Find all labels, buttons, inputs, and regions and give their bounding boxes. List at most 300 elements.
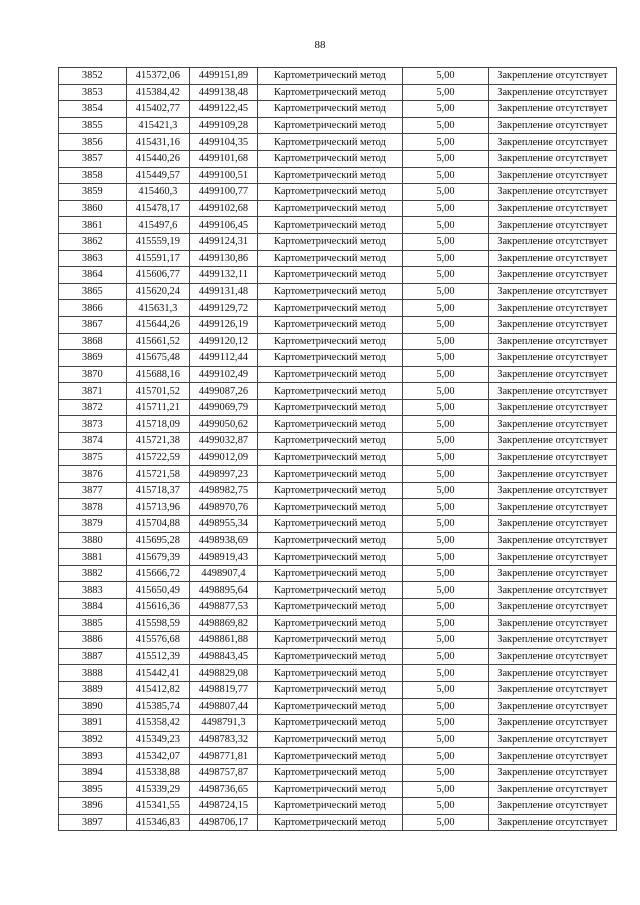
determination-method: Картометрический метод: [257, 200, 402, 217]
point-number: 3867: [59, 316, 127, 333]
coordinate-x: 415402,77: [126, 101, 190, 118]
coordinate-y: 4499120,12: [190, 333, 258, 350]
point-number: 3881: [59, 549, 127, 566]
point-number: 3866: [59, 300, 127, 317]
accuracy-value: 5,00: [403, 798, 489, 815]
coordinate-x: 415341,55: [126, 798, 190, 815]
fixation-description: Закрепление отсутствует: [488, 316, 616, 333]
point-number: 3893: [59, 748, 127, 765]
fixation-description: Закрепление отсутствует: [488, 731, 616, 748]
accuracy-value: 5,00: [403, 648, 489, 665]
coordinate-y: 4498869,82: [190, 615, 258, 632]
determination-method: Картометрический метод: [257, 698, 402, 715]
coordinate-x: 415385,74: [126, 698, 190, 715]
determination-method: Картометрический метод: [257, 582, 402, 599]
table-row: [59, 300, 617, 317]
table-row: [59, 101, 617, 118]
table-row: [59, 582, 617, 599]
fixation-description: Закрепление отсутствует: [488, 416, 616, 433]
table-row: [59, 233, 617, 250]
fixation-description: Закрепление отсутствует: [488, 698, 616, 715]
fixation-description: Закрепление отсутствует: [488, 117, 616, 134]
table-row: [59, 798, 617, 815]
table-row: [59, 117, 617, 134]
fixation-description: Закрепление отсутствует: [488, 68, 616, 85]
table-row: [59, 698, 617, 715]
determination-method: Картометрический метод: [257, 117, 402, 134]
coordinate-y: 4498736,65: [190, 781, 258, 798]
point-number: 3864: [59, 267, 127, 284]
accuracy-value: 5,00: [403, 748, 489, 765]
coordinate-x: 415512,39: [126, 648, 190, 665]
fixation-description: Закрепление отсутствует: [488, 333, 616, 350]
accuracy-value: 5,00: [403, 150, 489, 167]
coordinate-x: 415704,88: [126, 516, 190, 533]
accuracy-value: 5,00: [403, 217, 489, 234]
accuracy-value: 5,00: [403, 681, 489, 698]
fixation-description: Закрепление отсутствует: [488, 134, 616, 151]
coordinate-y: 4498877,53: [190, 599, 258, 616]
coordinate-y: 4499069,79: [190, 399, 258, 416]
determination-method: Картометрический метод: [257, 565, 402, 582]
point-number: 3876: [59, 466, 127, 483]
table-row: [59, 814, 617, 831]
coordinate-y: 4498783,32: [190, 731, 258, 748]
table-row: [59, 565, 617, 582]
point-number: 3896: [59, 798, 127, 815]
point-number: 3882: [59, 565, 127, 582]
determination-method: Картометрический метод: [257, 764, 402, 781]
table-row: [59, 333, 617, 350]
fixation-description: Закрепление отсутствует: [488, 184, 616, 201]
fixation-description: Закрепление отсутствует: [488, 482, 616, 499]
coordinate-x: 415666,72: [126, 565, 190, 582]
accuracy-value: 5,00: [403, 565, 489, 582]
coordinate-y: 4498771,81: [190, 748, 258, 765]
table-row: [59, 549, 617, 566]
determination-method: Картометрический метод: [257, 466, 402, 483]
coordinate-x: 415442,41: [126, 665, 190, 682]
accuracy-value: 5,00: [403, 599, 489, 616]
determination-method: Картометрический метод: [257, 549, 402, 566]
accuracy-value: 5,00: [403, 267, 489, 284]
point-number: 3857: [59, 150, 127, 167]
point-number: 3856: [59, 134, 127, 151]
determination-method: Картометрический метод: [257, 84, 402, 101]
fixation-description: Закрепление отсутствует: [488, 167, 616, 184]
accuracy-value: 5,00: [403, 383, 489, 400]
table-row: [59, 532, 617, 549]
table-row: [59, 599, 617, 616]
coordinate-x: 415440,26: [126, 150, 190, 167]
table-row: [59, 681, 617, 698]
accuracy-value: 5,00: [403, 416, 489, 433]
coordinate-x: 415421,3: [126, 117, 190, 134]
accuracy-value: 5,00: [403, 399, 489, 416]
determination-method: Картометрический метод: [257, 731, 402, 748]
accuracy-value: 5,00: [403, 781, 489, 798]
determination-method: Картометрический метод: [257, 599, 402, 616]
point-number: 3878: [59, 499, 127, 516]
coordinate-x: 415449,57: [126, 167, 190, 184]
fixation-description: Закрепление отсутствует: [488, 101, 616, 118]
determination-method: Картометрический метод: [257, 814, 402, 831]
fixation-description: Закрепление отсутствует: [488, 715, 616, 732]
determination-method: Картометрический метод: [257, 217, 402, 234]
table-row: [59, 499, 617, 516]
point-number: 3897: [59, 814, 127, 831]
determination-method: Картометрический метод: [257, 615, 402, 632]
table-row: [59, 68, 617, 85]
accuracy-value: 5,00: [403, 316, 489, 333]
fixation-description: Закрепление отсутствует: [488, 283, 616, 300]
fixation-description: Закрепление отсутствует: [488, 516, 616, 533]
table-row: [59, 150, 617, 167]
accuracy-value: 5,00: [403, 615, 489, 632]
determination-method: Картометрический метод: [257, 748, 402, 765]
coordinate-y: 4499109,28: [190, 117, 258, 134]
determination-method: Картометрический метод: [257, 416, 402, 433]
coordinate-x: 415695,28: [126, 532, 190, 549]
fixation-description: Закрепление отсутствует: [488, 764, 616, 781]
fixation-description: Закрепление отсутствует: [488, 150, 616, 167]
determination-method: Картометрический метод: [257, 366, 402, 383]
coordinate-y: 4498819,77: [190, 681, 258, 698]
table-row: [59, 781, 617, 798]
accuracy-value: 5,00: [403, 350, 489, 367]
fixation-description: Закрепление отсутствует: [488, 532, 616, 549]
fixation-description: Закрепление отсутствует: [488, 681, 616, 698]
fixation-description: Закрепление отсутствует: [488, 499, 616, 516]
determination-method: Картометрический метод: [257, 300, 402, 317]
determination-method: Картометрический метод: [257, 333, 402, 350]
determination-method: Картометрический метод: [257, 399, 402, 416]
accuracy-value: 5,00: [403, 499, 489, 516]
accuracy-value: 5,00: [403, 184, 489, 201]
table-row: [59, 748, 617, 765]
fixation-description: Закрепление отсутствует: [488, 798, 616, 815]
determination-method: Картометрический метод: [257, 350, 402, 367]
fixation-description: Закрепление отсутствует: [488, 466, 616, 483]
accuracy-value: 5,00: [403, 366, 489, 383]
accuracy-value: 5,00: [403, 549, 489, 566]
point-number: 3868: [59, 333, 127, 350]
point-number: 3873: [59, 416, 127, 433]
point-number: 3863: [59, 250, 127, 267]
coordinate-x: 415713,96: [126, 499, 190, 516]
determination-method: Картометрический метод: [257, 433, 402, 450]
coordinate-y: 4499131,48: [190, 283, 258, 300]
point-number: 3859: [59, 184, 127, 201]
table-row: [59, 200, 617, 217]
point-number: 3853: [59, 84, 127, 101]
table-row: [59, 516, 617, 533]
fixation-description: Закрепление отсутствует: [488, 267, 616, 284]
coordinate-x: 415675,48: [126, 350, 190, 367]
coordinate-y: 4499102,49: [190, 366, 258, 383]
determination-method: Картометрический метод: [257, 648, 402, 665]
fixation-description: Закрепление отсутствует: [488, 350, 616, 367]
table-row: [59, 416, 617, 433]
point-number: 3877: [59, 482, 127, 499]
coordinate-y: 4499012,09: [190, 449, 258, 466]
coordinate-y: 4499126,19: [190, 316, 258, 333]
point-number: 3891: [59, 715, 127, 732]
accuracy-value: 5,00: [403, 582, 489, 599]
accuracy-value: 5,00: [403, 665, 489, 682]
determination-method: Картометрический метод: [257, 267, 402, 284]
accuracy-value: 5,00: [403, 333, 489, 350]
determination-method: Картометрический метод: [257, 532, 402, 549]
coordinate-y: 4499106,45: [190, 217, 258, 234]
coordinate-y: 4498829,08: [190, 665, 258, 682]
point-number: 3888: [59, 665, 127, 682]
fixation-description: Закрепление отсутствует: [488, 549, 616, 566]
table-row: [59, 267, 617, 284]
coordinate-x: 415559,19: [126, 233, 190, 250]
table-row: [59, 466, 617, 483]
point-number: 3894: [59, 764, 127, 781]
coordinate-x: 415478,17: [126, 200, 190, 217]
coordinate-x: 415460,3: [126, 184, 190, 201]
coordinate-y: 4498791,3: [190, 715, 258, 732]
coordinate-y: 4498919,43: [190, 549, 258, 566]
point-number: 3890: [59, 698, 127, 715]
coordinate-x: 415346,83: [126, 814, 190, 831]
fixation-description: Закрепление отсутствует: [488, 399, 616, 416]
table-row: [59, 433, 617, 450]
coordinate-x: 415358,42: [126, 715, 190, 732]
table-row: [59, 134, 617, 151]
fixation-description: Закрепление отсутствует: [488, 648, 616, 665]
table-row: [59, 615, 617, 632]
coordinate-x: 415616,36: [126, 599, 190, 616]
fixation-description: Закрепление отсутствует: [488, 632, 616, 649]
table-row: [59, 167, 617, 184]
coordinate-y: 4498938,69: [190, 532, 258, 549]
table-row: [59, 250, 617, 267]
determination-method: Картометрический метод: [257, 283, 402, 300]
table-row: [59, 383, 617, 400]
fixation-description: Закрепление отсутствует: [488, 383, 616, 400]
fixation-description: Закрепление отсутствует: [488, 433, 616, 450]
determination-method: Картометрический метод: [257, 167, 402, 184]
coordinate-x: 415338,88: [126, 764, 190, 781]
coordinate-x: 415661,52: [126, 333, 190, 350]
point-number: 3895: [59, 781, 127, 798]
fixation-description: Закрепление отсутствует: [488, 599, 616, 616]
determination-method: Картометрический метод: [257, 516, 402, 533]
coordinate-x: 415431,16: [126, 134, 190, 151]
accuracy-value: 5,00: [403, 466, 489, 483]
coordinate-y: 4499104,35: [190, 134, 258, 151]
coordinate-x: 415679,39: [126, 549, 190, 566]
point-number: 3871: [59, 383, 127, 400]
accuracy-value: 5,00: [403, 84, 489, 101]
point-number: 3860: [59, 200, 127, 217]
coordinate-y: 4498757,87: [190, 764, 258, 781]
accuracy-value: 5,00: [403, 482, 489, 499]
coordinate-y: 4499130,86: [190, 250, 258, 267]
accuracy-value: 5,00: [403, 433, 489, 450]
table-row: [59, 84, 617, 101]
coordinate-x: 415721,58: [126, 466, 190, 483]
accuracy-value: 5,00: [403, 233, 489, 250]
determination-method: Картометрический метод: [257, 134, 402, 151]
coordinate-y: 4499032,87: [190, 433, 258, 450]
determination-method: Картометрический метод: [257, 798, 402, 815]
coordinate-x: 415620,24: [126, 283, 190, 300]
accuracy-value: 5,00: [403, 200, 489, 217]
accuracy-value: 5,00: [403, 300, 489, 317]
determination-method: Картометрический метод: [257, 250, 402, 267]
point-number: 3855: [59, 117, 127, 134]
coordinate-y: 4498843,45: [190, 648, 258, 665]
accuracy-value: 5,00: [403, 814, 489, 831]
determination-method: Картометрический метод: [257, 316, 402, 333]
coordinate-x: 415342,07: [126, 748, 190, 765]
accuracy-value: 5,00: [403, 68, 489, 85]
accuracy-value: 5,00: [403, 283, 489, 300]
fixation-description: Закрепление отсутствует: [488, 366, 616, 383]
coordinate-y: 4498907,4: [190, 565, 258, 582]
accuracy-value: 5,00: [403, 250, 489, 267]
fixation-description: Закрепление отсутствует: [488, 748, 616, 765]
coordinates-table: [58, 67, 617, 831]
coordinate-y: 4498861,88: [190, 632, 258, 649]
determination-method: Картометрический метод: [257, 715, 402, 732]
coordinate-x: 415721,38: [126, 433, 190, 450]
point-number: 3861: [59, 217, 127, 234]
accuracy-value: 5,00: [403, 134, 489, 151]
coordinate-y: 4498970,76: [190, 499, 258, 516]
fixation-description: Закрепление отсутствует: [488, 217, 616, 234]
table-row: [59, 449, 617, 466]
determination-method: Картометрический метод: [257, 781, 402, 798]
determination-method: Картометрический метод: [257, 150, 402, 167]
determination-method: Картометрический метод: [257, 233, 402, 250]
coordinate-y: 4498895,64: [190, 582, 258, 599]
coordinate-y: 4499129,72: [190, 300, 258, 317]
table-row: [59, 632, 617, 649]
accuracy-value: 5,00: [403, 532, 489, 549]
accuracy-value: 5,00: [403, 101, 489, 118]
fixation-description: Закрепление отсутствует: [488, 615, 616, 632]
coordinate-x: 415349,23: [126, 731, 190, 748]
accuracy-value: 5,00: [403, 731, 489, 748]
fixation-description: Закрепление отсутствует: [488, 565, 616, 582]
table-row: [59, 715, 617, 732]
table-row: [59, 350, 617, 367]
fixation-description: Закрепление отсутствует: [488, 449, 616, 466]
fixation-description: Закрепление отсутствует: [488, 300, 616, 317]
coordinate-y: 4498982,75: [190, 482, 258, 499]
page-number: 88: [314, 39, 326, 51]
coordinate-x: 415711,21: [126, 399, 190, 416]
coordinate-y: 4499151,89: [190, 68, 258, 85]
point-number: 3869: [59, 350, 127, 367]
accuracy-value: 5,00: [403, 632, 489, 649]
coordinate-x: 415598,59: [126, 615, 190, 632]
determination-method: Картометрический метод: [257, 184, 402, 201]
determination-method: Картометрический метод: [257, 482, 402, 499]
fixation-description: Закрепление отсутствует: [488, 814, 616, 831]
point-number: 3883: [59, 582, 127, 599]
coordinate-x: 415372,06: [126, 68, 190, 85]
coordinate-y: 4499087,26: [190, 383, 258, 400]
coordinate-x: 415339,29: [126, 781, 190, 798]
coordinate-y: 4499132,11: [190, 267, 258, 284]
accuracy-value: 5,00: [403, 167, 489, 184]
point-number: 3854: [59, 101, 127, 118]
coordinate-y: 4499100,51: [190, 167, 258, 184]
determination-method: Картометрический метод: [257, 449, 402, 466]
coordinate-y: 4498955,34: [190, 516, 258, 533]
coordinate-y: 4498706,17: [190, 814, 258, 831]
accuracy-value: 5,00: [403, 449, 489, 466]
fixation-description: Закрепление отсутствует: [488, 84, 616, 101]
table-row: [59, 316, 617, 333]
coordinate-y: 4499102,68: [190, 200, 258, 217]
fixation-description: Закрепление отсутствует: [488, 582, 616, 599]
table-row: [59, 283, 617, 300]
point-number: 3880: [59, 532, 127, 549]
accuracy-value: 5,00: [403, 698, 489, 715]
accuracy-value: 5,00: [403, 764, 489, 781]
determination-method: Картометрический метод: [257, 101, 402, 118]
coordinate-x: 415722,59: [126, 449, 190, 466]
coordinate-x: 415412,82: [126, 681, 190, 698]
determination-method: Картометрический метод: [257, 68, 402, 85]
table-row: [59, 399, 617, 416]
point-number: 3884: [59, 599, 127, 616]
coordinates-table-body: [59, 68, 617, 831]
table-row: [59, 482, 617, 499]
point-number: 3852: [59, 68, 127, 85]
coordinate-y: 4498997,23: [190, 466, 258, 483]
coordinate-y: 4499101,68: [190, 150, 258, 167]
coordinate-x: 415718,09: [126, 416, 190, 433]
point-number: 3892: [59, 731, 127, 748]
coordinate-y: 4499138,48: [190, 84, 258, 101]
coordinate-y: 4499050,62: [190, 416, 258, 433]
coordinate-y: 4499112,44: [190, 350, 258, 367]
coordinate-y: 4499124,31: [190, 233, 258, 250]
coordinate-x: 415650,49: [126, 582, 190, 599]
point-number: 3885: [59, 615, 127, 632]
coordinate-y: 4499100,77: [190, 184, 258, 201]
determination-method: Картометрический метод: [257, 665, 402, 682]
accuracy-value: 5,00: [403, 715, 489, 732]
coordinate-x: 415631,3: [126, 300, 190, 317]
coordinate-x: 415497,6: [126, 217, 190, 234]
determination-method: Картометрический метод: [257, 681, 402, 698]
coordinate-x: 415384,42: [126, 84, 190, 101]
coordinate-x: 415591,17: [126, 250, 190, 267]
coordinate-y: 4499122,45: [190, 101, 258, 118]
point-number: 3879: [59, 516, 127, 533]
fixation-description: Закрепление отсутствует: [488, 233, 616, 250]
coordinate-x: 415576,68: [126, 632, 190, 649]
coordinate-x: 415718,37: [126, 482, 190, 499]
table-row: [59, 665, 617, 682]
coordinate-x: 415606,77: [126, 267, 190, 284]
point-number: 3874: [59, 433, 127, 450]
coordinate-y: 4498807,44: [190, 698, 258, 715]
point-number: 3889: [59, 681, 127, 698]
coordinate-y: 4498724,15: [190, 798, 258, 815]
point-number: 3858: [59, 167, 127, 184]
